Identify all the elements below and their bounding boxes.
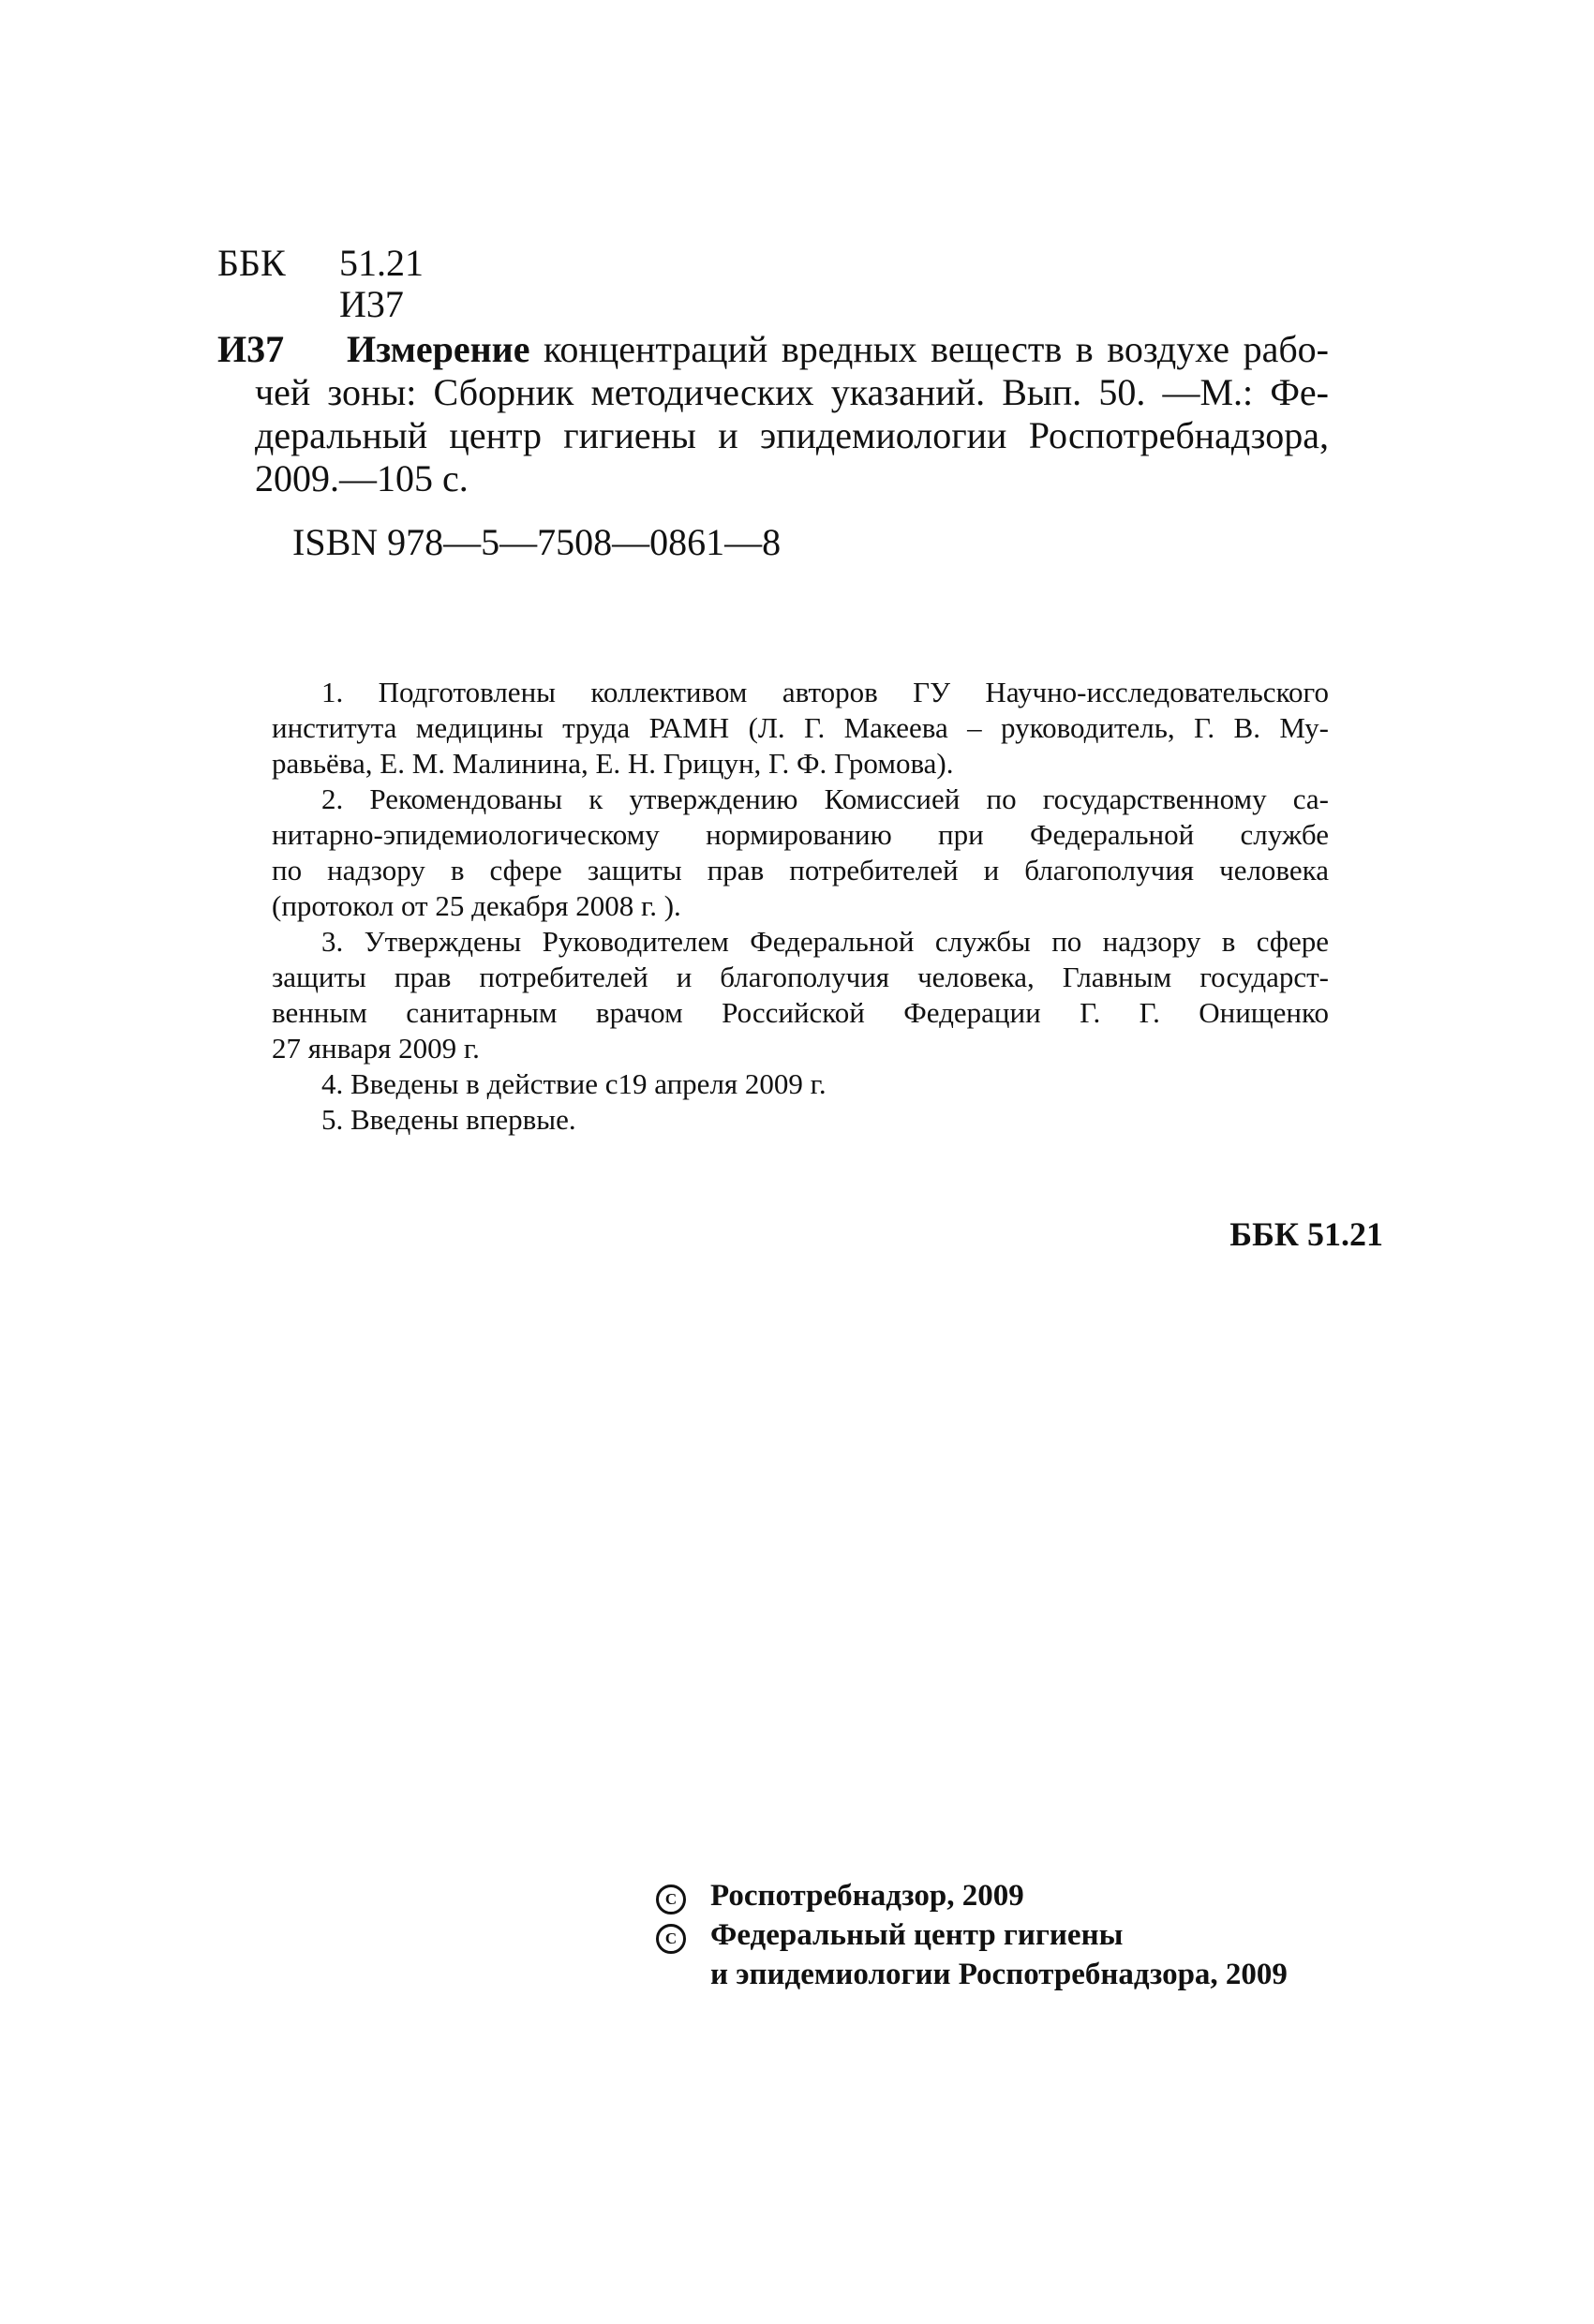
note-4: 4. Введены в действие с19 апреля 2009 г.	[321, 1067, 827, 1100]
note-2-line-3: по надзору в сфере защиты прав потребителей и благополучия человека	[272, 854, 1329, 886]
note-2-line-2: нитарно-эпидемиологическому нормированию при Федеральной службе	[272, 818, 1329, 851]
isbn: ISBN 978—5—7508—0861—8	[292, 521, 782, 563]
copyright-line-1	[656, 1877, 1024, 1915]
bibliography-line-2: чей зоны: Сборник методических указаний. Вып. 50. —М.: Фе-	[255, 371, 1329, 413]
note-3-line-2: защиты прав потребителей и благополучия человека, Главным государст-	[272, 961, 1329, 993]
note-1-line-2: института медицины труда РАМН (Л. Г. Макеева – руководитель, Г. В. Му-	[272, 711, 1329, 744]
bibliography-line-3: деральный центр гигиены и эпидемиологии Роспотребнадзора,	[255, 414, 1329, 456]
copyright-line-2	[656, 1916, 1123, 1955]
copyright-line-1-text: Роспотребнадзор, 2009	[710, 1879, 1024, 1913]
bibliography-line-4: 2009.—105 с.	[255, 457, 469, 499]
copyright-icon: C	[656, 1885, 686, 1914]
copyright-line-3: и эпидемиологии Роспотребнадзора, 2009	[710, 1958, 1288, 1991]
note-2-line-1: 2. Рекомендованы к утверждению Комиссией по государственному са-	[321, 782, 1329, 815]
copyright-line-2-text: Федеральный центр гигиены	[710, 1918, 1124, 1952]
note-1-line-3: равьёва, Е. М. Малинина, Е. Н. Грицун, Г. Ф. Громова).	[272, 747, 954, 780]
note-3-line-1: 3. Утверждены Руководителем Федеральной службы по надзору в сфере	[321, 925, 1329, 958]
note-1-line-1: 1. Подготовлены коллективом авторов ГУ Научно-исследовательского	[321, 676, 1329, 708]
bbk-code: 51.21	[339, 242, 424, 284]
note-2-line-4: (протокол от 25 декабря 2008 г. ).	[272, 889, 681, 922]
note-3-line-4: 27 января 2009 г.	[272, 1032, 480, 1065]
note-5: 5. Введены впервые.	[321, 1103, 576, 1136]
author-mark-bold: И37	[217, 328, 285, 370]
bbk-label: ББК	[217, 242, 286, 284]
note-3-line-3: венным санитарным врачом Российской Федерации Г. Г. Онищенко	[272, 996, 1329, 1029]
bibliography-line-1-text: концентраций вредных веществ в воздухе рабо-	[529, 328, 1329, 370]
bibliography-title: Измерение	[347, 328, 530, 370]
copyright-icon: C	[656, 1924, 686, 1954]
bibliography-line-1	[347, 328, 1329, 371]
bbk-footer: ББК 51.21	[1229, 1215, 1383, 1253]
author-mark: И37	[339, 283, 404, 325]
